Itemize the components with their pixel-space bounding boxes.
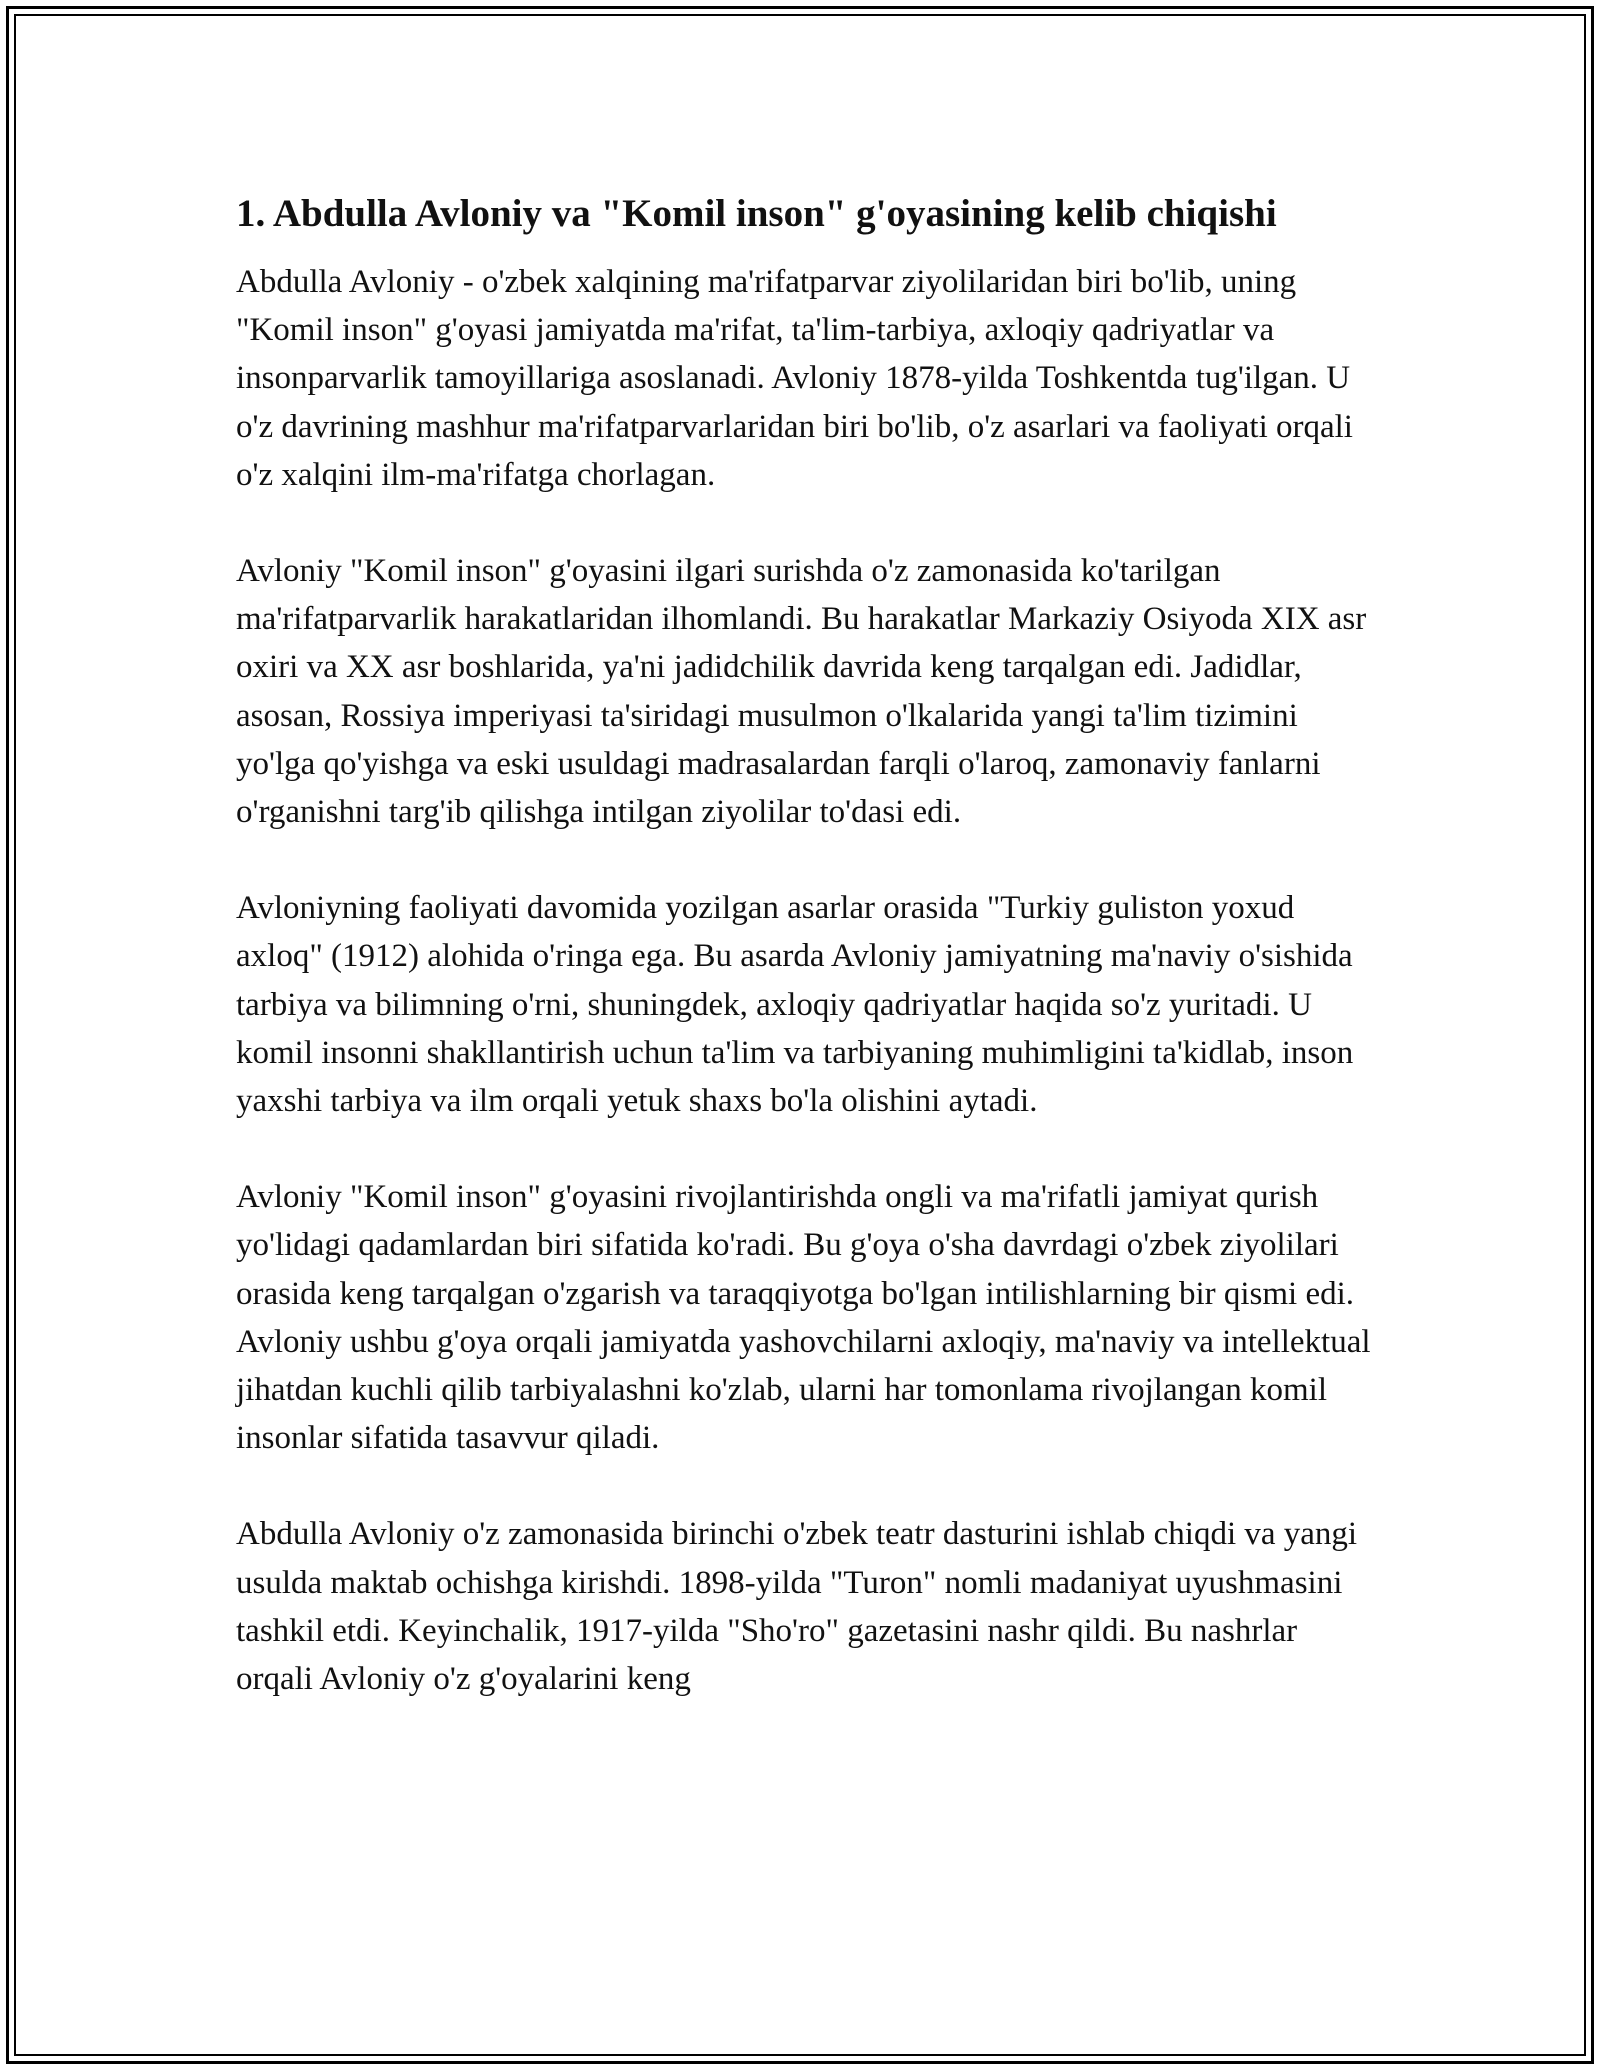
section-heading: 1. Abdulla Avloniy va "Komil inson" g'oyasining kelib chiqishi bbox=[236, 192, 1277, 235]
paragraph-4: Avloniy "Komil inson" g'oyasini rivojlantirishda ongli va ma'rifatli jamiyat qurish yo'lidagi qadamlardan biri sifatida ko'radi. Bu g'oya o'sha davrdagi o'zbek ziyolilari orasida keng tarqalgan o'zgarish va taraqqiyotga bo'lgan intilishlarning bir qismi edi. Avloniy ushbu g'oya orqali jamiyatda yashovchilarni axloqiy, ma'naviy va intellektual jihatdan kuchli qilib tarbiyalashni ko'zlab, ularni har tomonlama rivojlangan komil insonlar sifatida tasavvur qiladi. bbox=[236, 1179, 1371, 1457]
document-body bbox=[236, 186, 1376, 1751]
paragraph-3: Avloniyning faoliyati davomida yozilgan asarlar orasida "Turkiy guliston yoxud axloq" (1912) alohida o'ringa ega. Bu asarda Avloniy jamiyatning ma'naviy o'sishida tarbiya va bilimning o'rni, shuningdek, axloqiy qadriyatlar haqida so'z yuritadi. U komil insonni shakllantirish uchun ta'lim va tarbiyaning muhimligini ta'kidlab, inson yaxshi tarbiya va ilm orqali yetuk shaxs bo'la olishini aytadi. bbox=[236, 890, 1354, 1120]
paragraph-2: Avloniy "Komil inson" g'oyasini ilgari surishda o'z zamonasida ko'tarilgan ma'rifatparvarlik harakatlaridan ilhomlandi. Bu harakatlar Markaziy Osiyoda XIX asr oxiri va XX asr boshlarida, ya'ni jadidchilik davrida keng tarqalgan edi. Jadidlar, asosan, Rossiya imperiyasi ta'siridagi musulmon o'lkalarida yangi ta'lim tizimini yo'lga qo'yishga va eski usuldagi madrasalardan farqli o'laroq, zamonaviy fanlarni o'rganishni targ'ib qilishga intilgan ziyolilar to'dasi edi. bbox=[236, 553, 1367, 831]
paragraph-5: Abdulla Avloniy o'z zamonasida birinchi o'zbek teatr dasturini ishlab chiqdi va yangi usulda maktab ochishga kirishdi. 1898-yilda "Turon" nomli madaniyat uyushmasini tashkil etdi. Keyinchalik, 1917-yilda "Sho'ro" gazetasini nashr qildi. Bu nashrlar orqali Avloniy o'z g'oyalarini keng bbox=[236, 1516, 1358, 1698]
paragraph-1: Abdulla Avloniy - o'zbek xalqining ma'rifatparvar ziyolilaridan biri bo'lib, uning "Komil inson" g'oyasi jamiyatda ma'rifat, ta'lim-tarbiya, axloqiy qadriyatlar va insonparvarlik tamoyillariga asoslanadi. Avloniy 1878-yilda Toshkentda tug'ilgan. U o'z davrining mashhur ma'rifatparvarlaridan biri bo'lib, o'z asarlari va faoliyati orqali o'z xalqini ilm-ma'rifatga chorlagan. bbox=[236, 264, 1353, 493]
